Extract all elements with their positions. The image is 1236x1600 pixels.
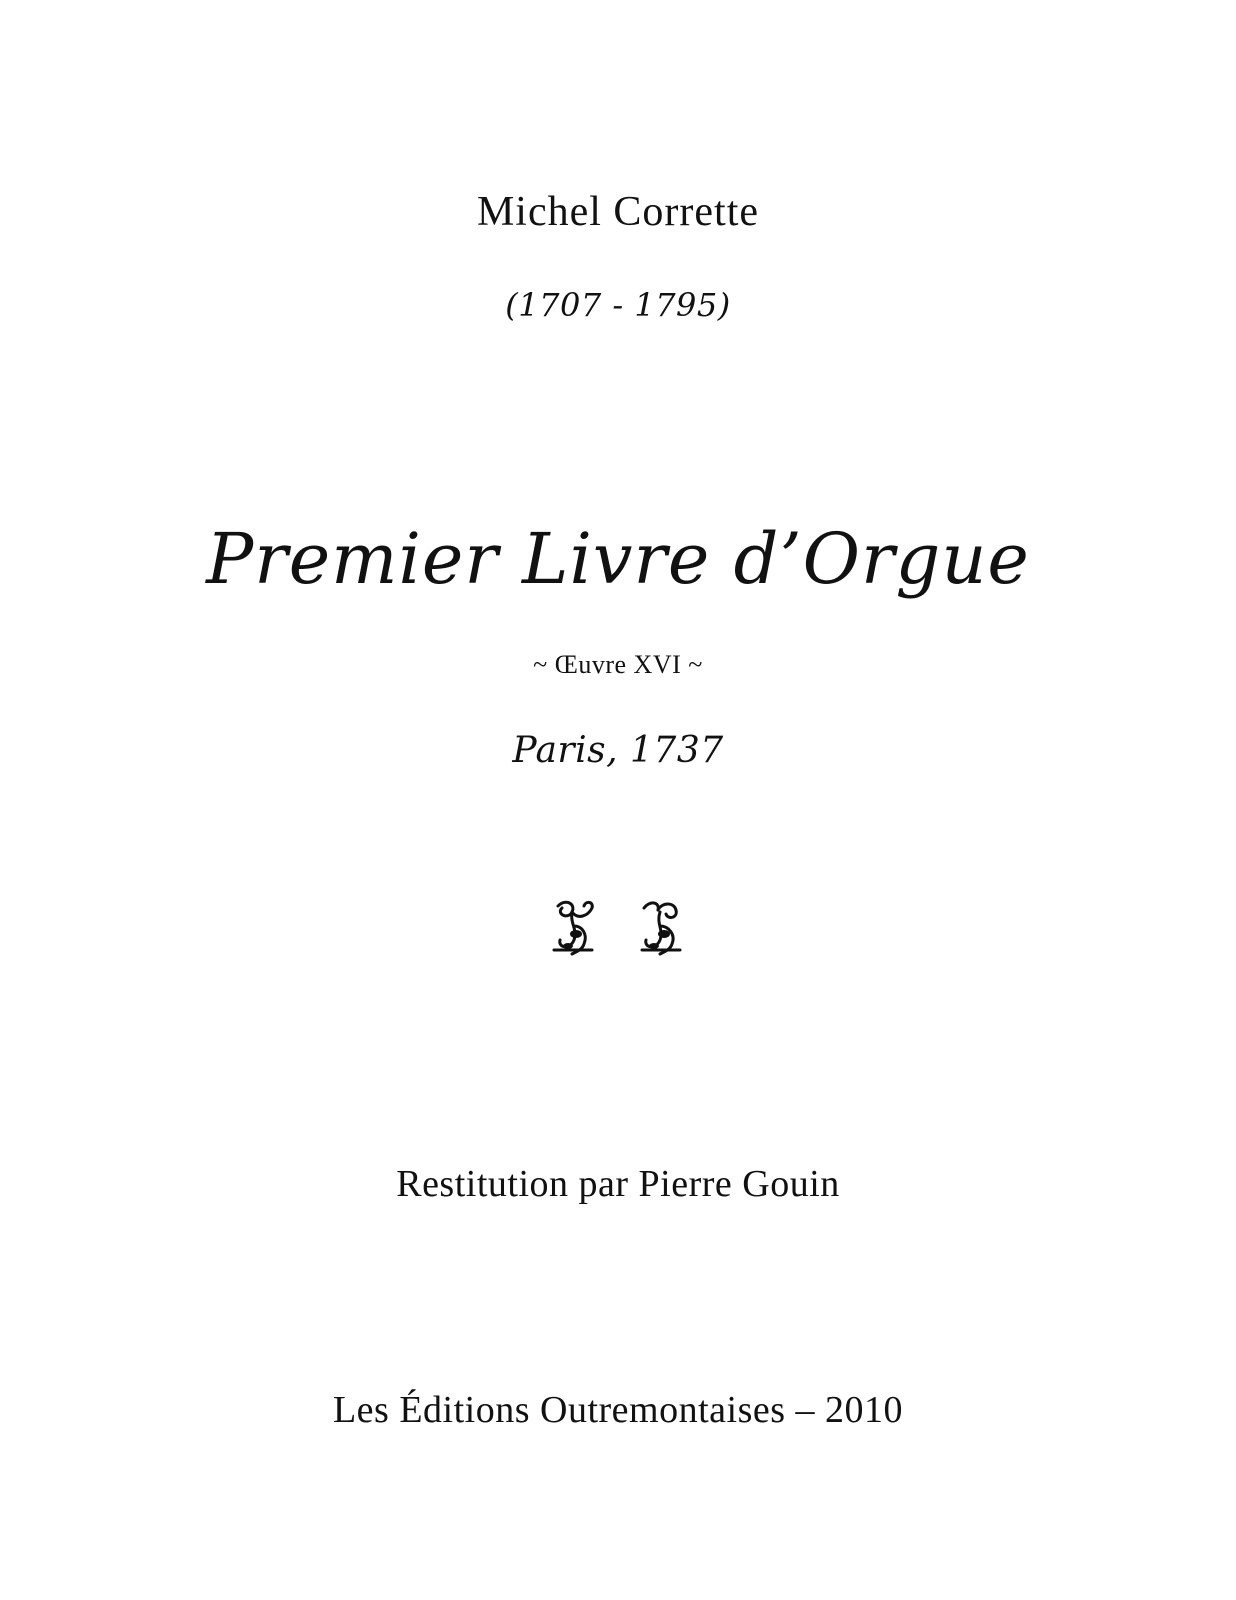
restitution-credit: Restitution par Pierre Gouin <box>396 1163 840 1205</box>
work-title: Premier Livre d’Orgue <box>206 518 1030 600</box>
place-and-year: Paris, 1737 <box>512 730 724 771</box>
opus-number: ~ Œuvre XVI ~ <box>533 650 703 679</box>
composer-dates: (1707 - 1795) <box>505 286 731 324</box>
fleuron-ornament-icon <box>548 896 688 960</box>
composer-name: Michel Corrette <box>476 189 760 235</box>
publisher-line: Les Éditions Outremontaises – 2010 <box>332 1389 904 1431</box>
